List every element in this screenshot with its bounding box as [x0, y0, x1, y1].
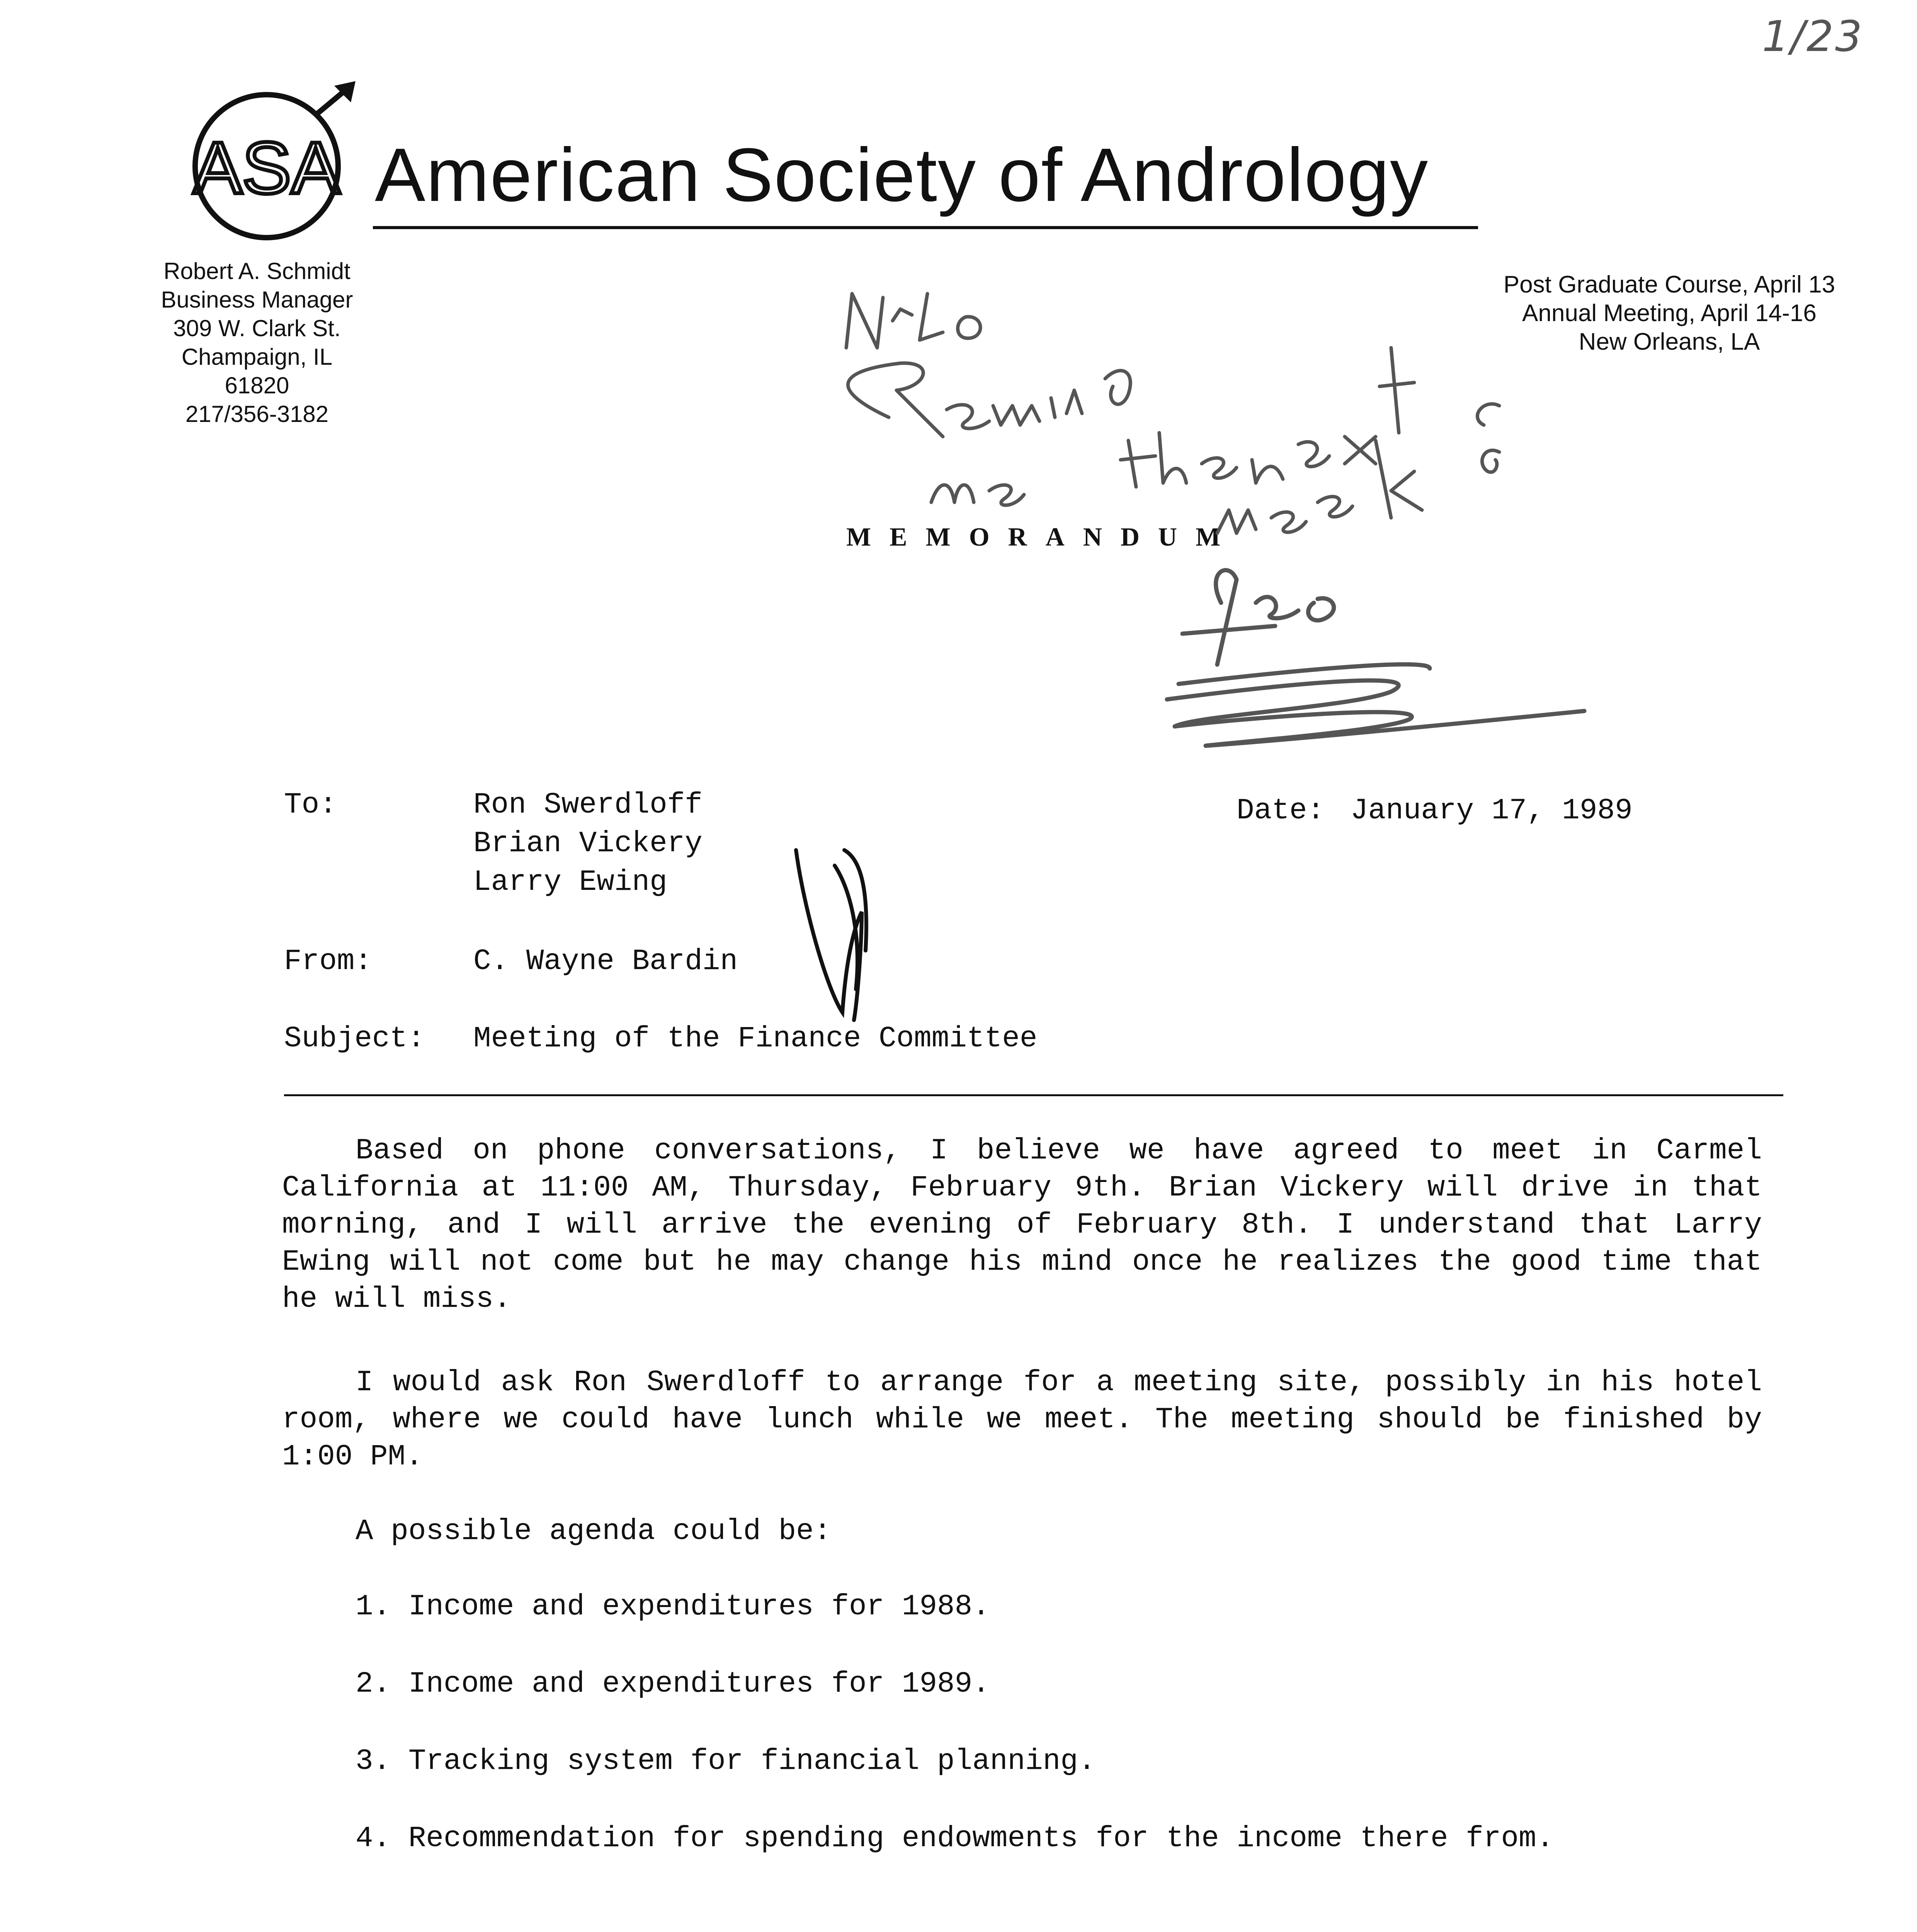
corner-page-note: 1/23	[1762, 12, 1864, 61]
recipient-name: Ron Swerdloff	[473, 788, 703, 821]
sender-name: Robert A. Schmidt	[163, 258, 350, 284]
recipient-name: Brian Vickery	[473, 827, 703, 860]
agenda-item: 2. Income and expenditures for 1989.	[356, 1667, 990, 1701]
body-paragraph: Based on phone conversations, I believe we have agreed to meet in Carmel California at 11:00 AM, Thursday, February 9th. Brian Vickery will drive in that morning, and I will arrive the evening of February 8th. I understand that Larry Ewing will not come but he may change his mind once he realizes the good time that he will miss.	[282, 1134, 1762, 1316]
memo-title: MEMORANDUM	[846, 522, 1239, 551]
header-divider	[284, 1094, 1783, 1096]
organization-name: American Society of Andrology	[375, 133, 1429, 217]
meeting-info-line: Post Graduate Course, April 13	[1503, 271, 1835, 298]
asa-logo	[189, 81, 359, 243]
memo-subject: Meeting of the Finance Committee	[473, 1022, 1038, 1055]
sender-address	[155, 257, 359, 429]
to-label: To:	[284, 788, 337, 821]
date-label: Date:	[1237, 794, 1325, 827]
subject-label: Subject:	[284, 1022, 425, 1055]
meeting-info-line: Annual Meeting, April 14-16	[1522, 300, 1817, 327]
memo-date: January 17, 1989	[1351, 794, 1633, 827]
letterhead-rule	[373, 226, 1478, 229]
body-paragraph: I would ask Ron Swerdloff to arrange for a meeting site, possibly in his hotel room, where we could have lunch while we meet. The meeting should be finished by 1:00 PM.	[282, 1366, 1762, 1473]
sender-name-field: C. Wayne Bardin	[473, 945, 738, 978]
agenda-intro: A possible agenda could be:	[356, 1515, 832, 1548]
meeting-info-line: New Orleans, LA	[1579, 328, 1760, 355]
agenda-item: 3. Tracking system for financial planning.	[356, 1745, 1096, 1778]
sender-street: 309 W. Clark St.	[173, 315, 341, 341]
logo-text: ASA	[193, 127, 340, 209]
recipient-name: Larry Ewing	[473, 866, 667, 899]
meeting-info	[1445, 270, 1893, 356]
sender-phone: 217/356-3182	[185, 401, 329, 427]
sender-city: Champaign, IL 61820	[181, 344, 333, 398]
initial-w-scribble	[796, 850, 866, 1020]
agenda-item: 4. Recommendation for spending endowments for the income there from.	[356, 1822, 1554, 1855]
agenda-item: 1. Income and expenditures for 1988.	[356, 1590, 990, 1623]
from-label: From:	[284, 945, 373, 978]
handwritten-note-scribble	[846, 294, 1499, 533]
handwritten-signature-scribble	[1167, 570, 1584, 746]
sender-role: Business Manager	[161, 287, 353, 313]
